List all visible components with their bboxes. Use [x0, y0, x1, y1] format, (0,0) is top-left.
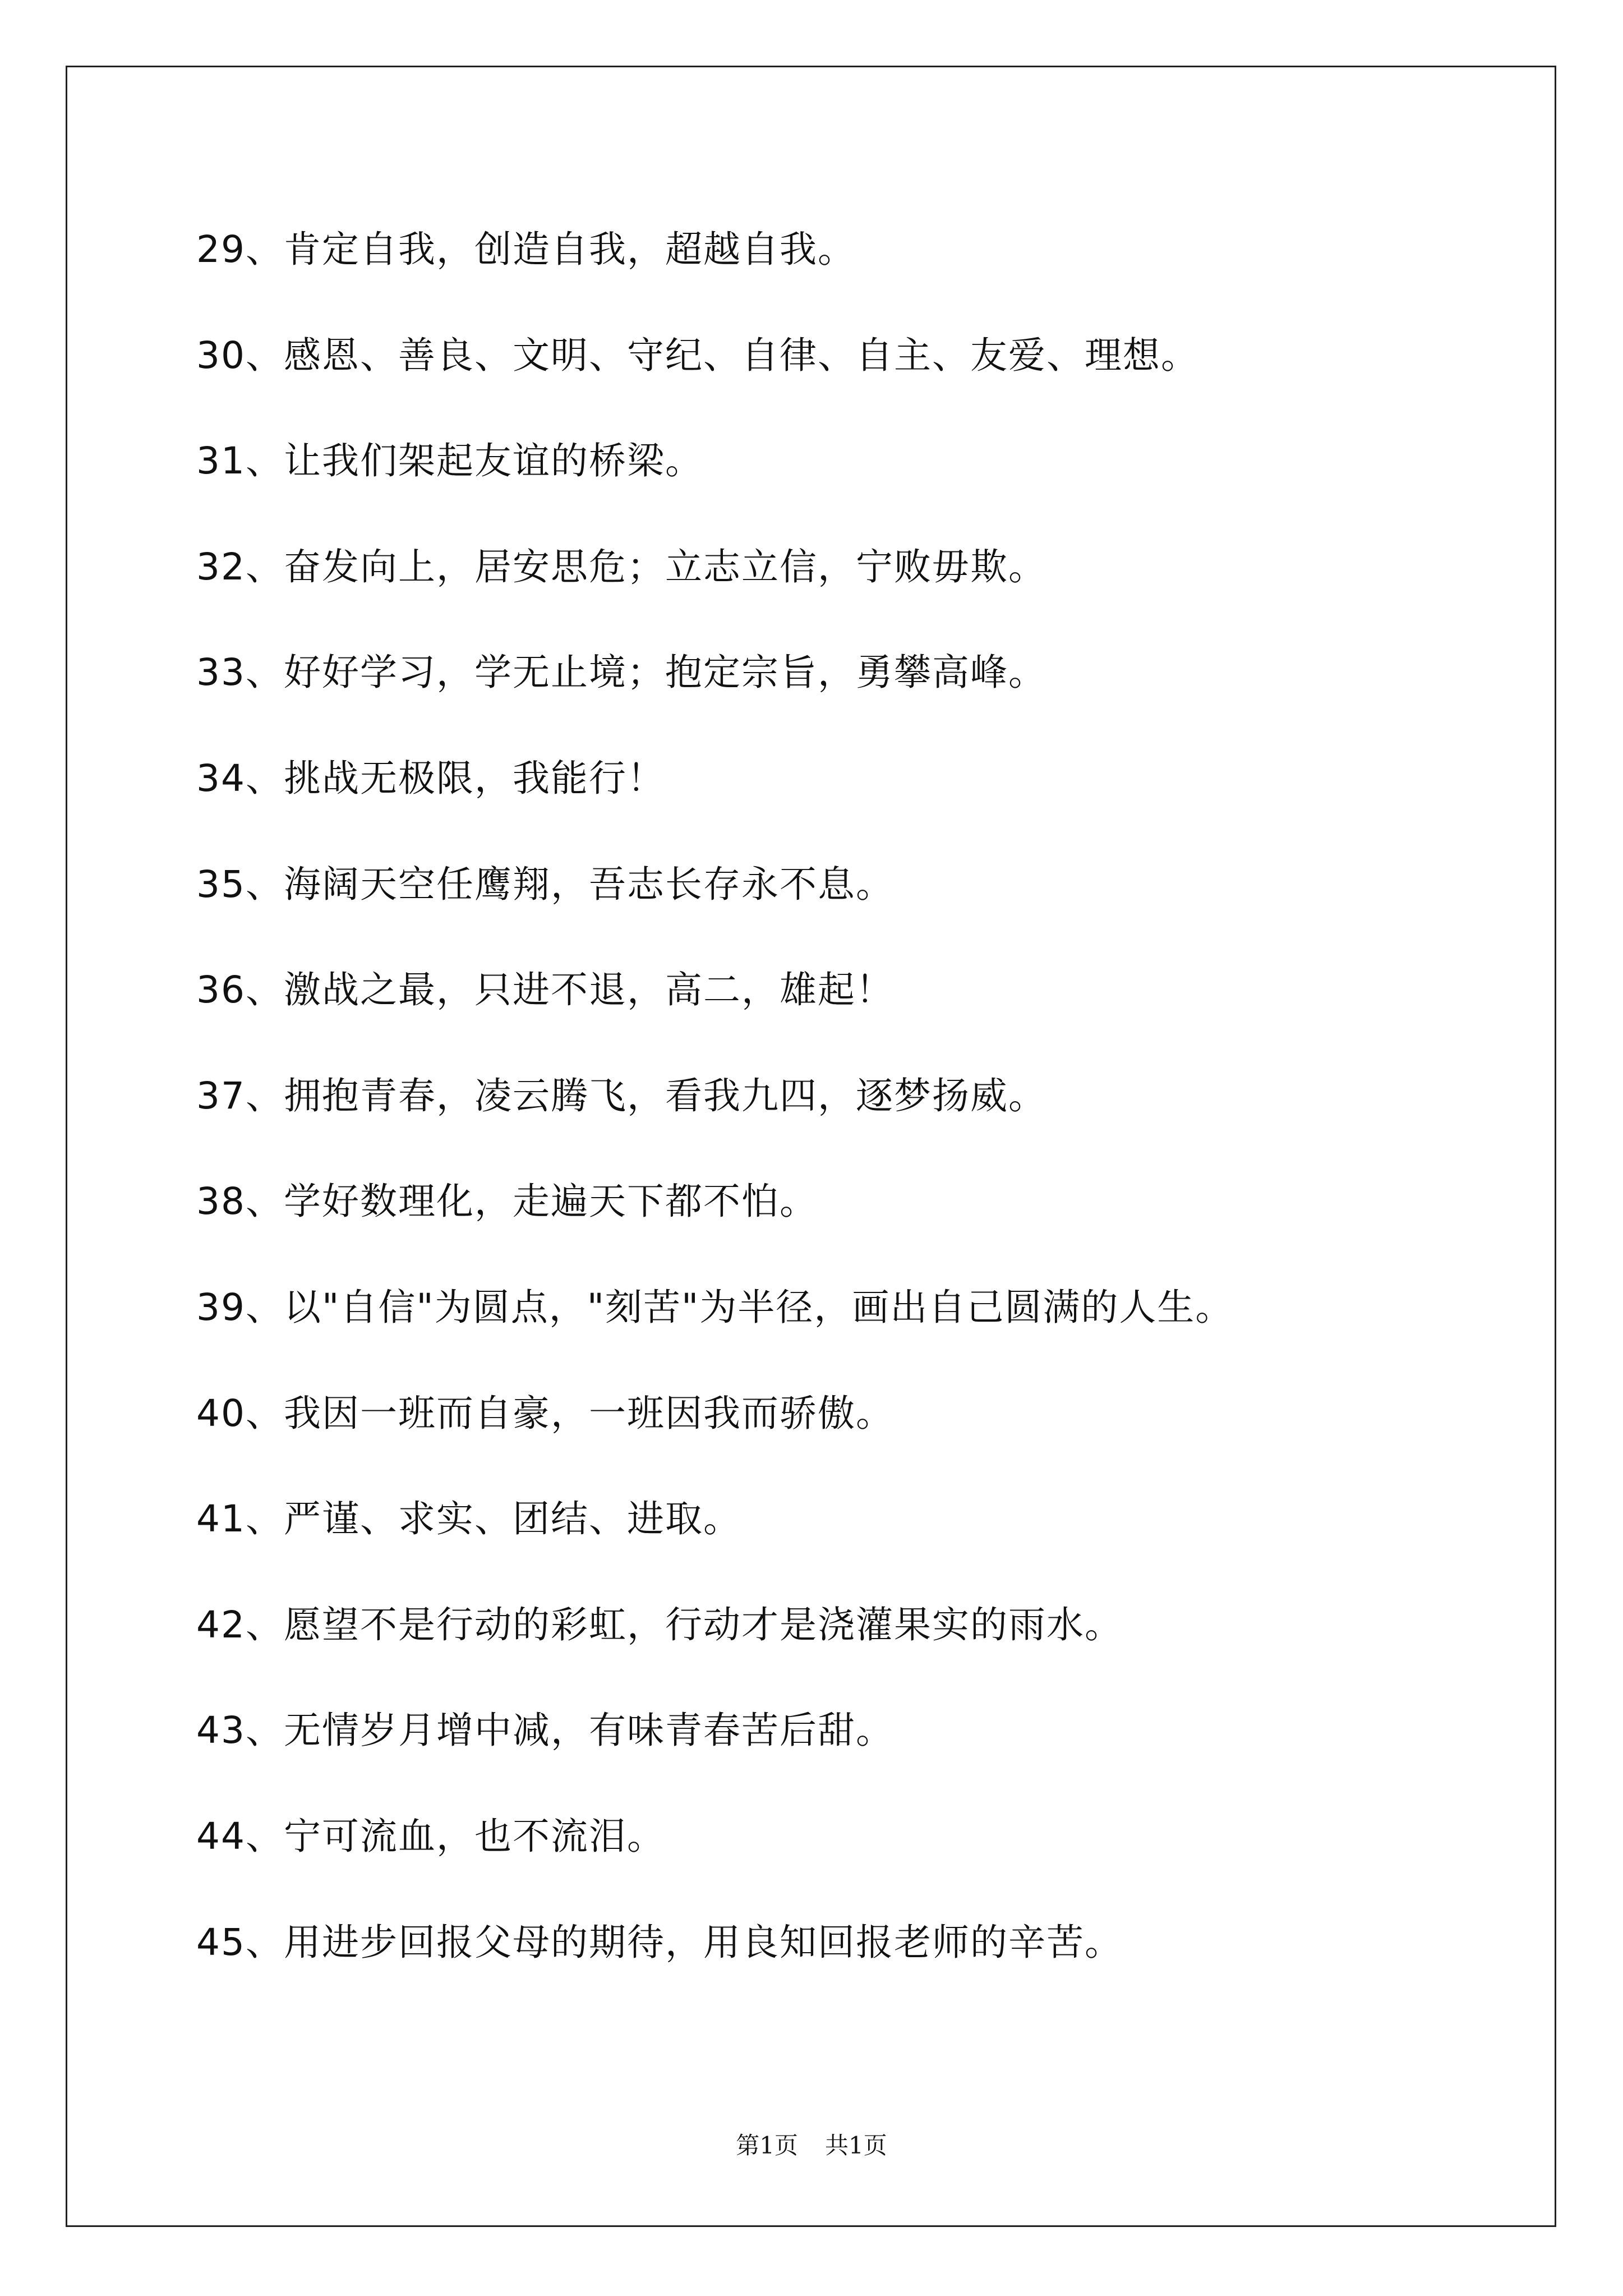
slogan-item: 40、我因一班而自豪，一班因我而骄傲。	[196, 1391, 894, 1435]
slogan-item: 41、严谨、求实、团结、进取。	[196, 1497, 741, 1541]
slogan-item: 42、愿望不是行动的彩虹，行动才是浇灌果实的雨水。	[196, 1603, 1123, 1646]
slogan-item: 38、学好数理化，走遍天下都不怕。	[196, 1180, 818, 1223]
slogan-item: 45、用进步回报父母的期待，用良知回报老师的辛苦。	[196, 1920, 1123, 1964]
slogan-item: 44、宁可流血，也不流泪。	[196, 1814, 665, 1858]
slogan-item: 33、好好学习，学无止境；抱定宗旨，勇攀高峰。	[196, 651, 1046, 694]
slogan-item: 32、奋发向上，居安思危；立志立信，宁败毋欺。	[196, 545, 1046, 588]
slogan-item: 30、感恩、善良、文明、守纪、自律、自主、友爱、理想。	[196, 333, 1199, 377]
slogan-item: 34、挑战无极限，我能行！	[196, 756, 665, 800]
slogan-item: 39、以"自信"为圆点，"刻苦"为半径，画出自己圆满的人生。	[196, 1285, 1234, 1329]
slogan-item: 31、让我们架起友谊的桥梁。	[196, 439, 703, 483]
slogan-item: 37、拥抱青春，凌云腾飞，看我九四，逐梦扬威。	[196, 1074, 1046, 1117]
page-number-total: 共1页	[825, 2132, 887, 2159]
slogan-item: 43、无情岁月增中减，有味青春苦后甜。	[196, 1709, 894, 1752]
slogan-item: 35、海阔天空任鹰翔，吾志长存永不息。	[196, 862, 894, 906]
slogan-item: 29、肯定自我，创造自我，超越自我。	[196, 228, 856, 271]
page-footer	[0, 2129, 1623, 2162]
slogan-list	[196, 222, 1531, 2020]
page-number-current: 第1页	[736, 2132, 798, 2159]
slogan-item: 36、激战之最，只进不退，高二，雄起！	[196, 968, 894, 1012]
